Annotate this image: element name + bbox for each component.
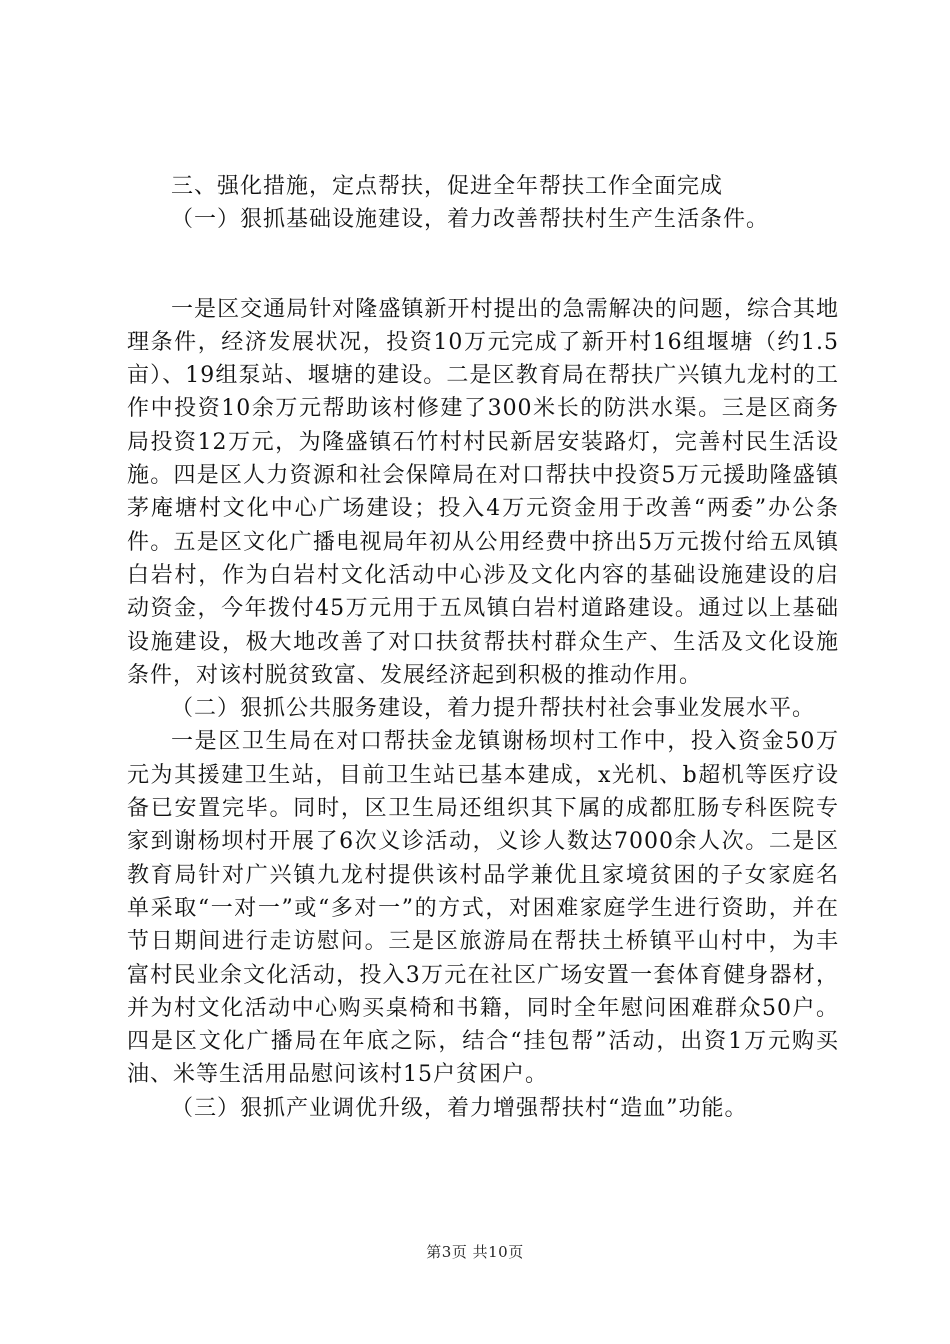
document-body — [127, 170, 839, 1125]
paragraph-infrastructure: 一是区交通局针对隆盛镇新开村提出的急需解决的问题，综合其地理条件，经济发展状况，投资10万元完成了新开村16组堰塘（约1.5亩）、19组泵站、堰塘的建设。二是区教育局在帮扶广兴镇九龙村的工作中投资10余万元帮助该村修建了300米长的防洪水渠。三是区商务局投资12万元，为隆盛镇石竹村村民新居安装路灯，完善村民生活设施。四是区人力资源和社会保障局在对口帮扶中投资5万元援助隆盛镇茅庵塘村文化中心广场建设；投入4万元资金用于改善“两委”办公条件。五是区文化广播电视局年初从公用经费中挤出5万元拨付给五凤镇白岩村，作为白岩村文化活动中心涉及文化内容的基础设施建设的启动资金，今年拨付45万元用于五凤镇白岩村道路建设。通过以上基础设施建设，极大地改善了对口扶贫帮扶村群众生产、生活及文化设施条件，对该村脱贫致富、发展经济起到积极的推动作用。 — [127, 296, 839, 688]
paragraph-gap — [127, 237, 839, 293]
sub-heading-public-services: （二）狠抓公共服务建设，着力提升帮扶村社会事业发展水平。 — [171, 696, 816, 722]
page-number-footer: 第3页 共10页 — [426, 1243, 524, 1261]
sub-heading-infrastructure: （一）狠抓基础设施建设，着力改善帮扶村生产生活条件。 — [171, 207, 770, 233]
section-heading: 三、强化措施，定点帮扶，促进全年帮扶工作全面完成 — [171, 174, 724, 199]
paragraph-public-services: 一是区卫生局在对口帮扶金龙镇谢杨坝村工作中，投入资金50万元为其援建卫生站，目前卫生站已基本建成，x光机、b超机等医疗设备已安置完毕。同时，区卫生局还组织其下属的成都肛肠专科医院专家到谢杨坝村开展了6次义诊活动，义诊人数达7000余人次。二是区教育局针对广兴镇九龙村提供该村品学兼优且家境贫困的子女家庭名单采取“一对一”或“多对一”的方式，对困难家庭学生进行资助，并在节日期间进行走访慰问。三是区旅游局在帮扶土桥镇平山村中，为丰富村民业余文化活动，投入3万元在社区广场安置一套体育健身器材，并为村文化活动中心购买桌椅和书籍，同时全年慰问困难群众50户。四是区文化广播局在年底之际，结合“挂包帮”活动，出资1万元购买油、米等生活用品慰问该村15户贫困户。 — [127, 729, 839, 1088]
sub-heading-industry: （三）狠抓产业调优升级，着力增强帮扶村“造血”功能。 — [171, 1095, 748, 1121]
